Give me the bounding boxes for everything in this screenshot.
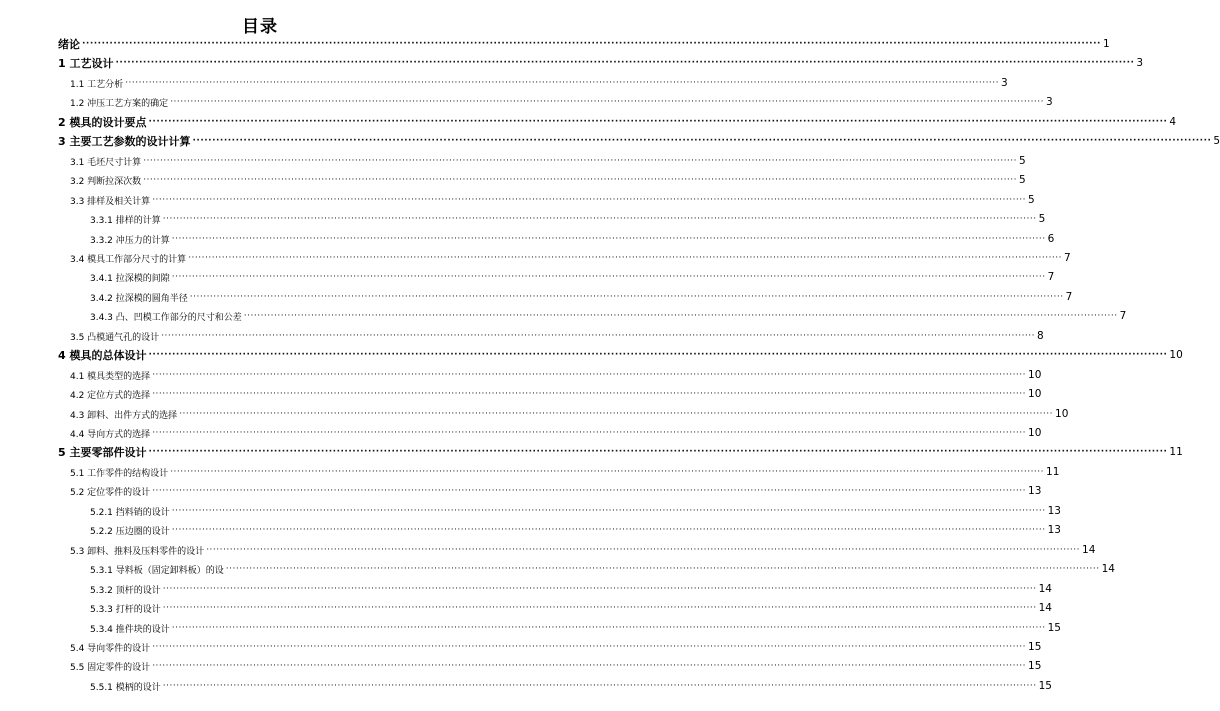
toc-leader-dots: ···································································································································································································································································· xyxy=(152,486,1027,496)
toc-entry-label: 绪论 xyxy=(58,38,80,51)
toc-entry-page: 10 xyxy=(1028,388,1042,400)
toc-entry-label: 1.2 冲压工艺方案的确定 xyxy=(70,98,169,109)
toc-leader-dots: ···································································································································································································································································· xyxy=(225,564,1100,574)
toc-entry-page: 7 xyxy=(1065,291,1073,303)
toc-entry xyxy=(70,386,1042,402)
toc-entry-label: 5.2 定位零件的设计 xyxy=(70,487,151,498)
toc-entry-page: 13 xyxy=(1047,505,1061,517)
toc-leader-dots: ···································································································································································································································································· xyxy=(115,58,1135,68)
toc-leader-dots: ···································································································································································································································································· xyxy=(170,467,1045,477)
toc-entry-page: 15 xyxy=(1038,680,1052,692)
toc-entry xyxy=(70,328,1044,344)
toc-entry xyxy=(90,620,1061,636)
toc-entry-page: 10 xyxy=(1028,369,1042,381)
toc-entry xyxy=(90,561,1115,577)
toc-entry-page: 14 xyxy=(1038,583,1052,595)
toc-entry-label: 1 工艺设计 xyxy=(58,57,114,70)
toc-leader-dots: ···································································································································································································································································· xyxy=(162,214,1037,224)
toc-entry-label: 3.3 排样及相关计算 xyxy=(70,196,151,207)
toc-leader-dots: ···································································································································································································································································· xyxy=(206,545,1081,555)
toc-entry-label: 5.3.2 顶杆的设计 xyxy=(90,585,161,596)
toc-entry-page: 11 xyxy=(1046,466,1060,478)
toc-leader-dots: ···································································································································································································································································· xyxy=(188,253,1063,263)
toc-entry-page: 5 xyxy=(1038,213,1046,225)
toc-entry-label: 1.1 工艺分析 xyxy=(70,79,124,90)
toc-entry xyxy=(58,36,1110,52)
toc-entry-page: 15 xyxy=(1028,660,1042,672)
toc-entry-page: 14 xyxy=(1101,563,1115,575)
toc-leader-dots: ···································································································································································································································································· xyxy=(148,117,1168,127)
toc-leader-dots: ···································································································································································································································································· xyxy=(162,681,1037,691)
toc-leader-dots: ···································································································································································································································································· xyxy=(171,506,1046,516)
toc-entry xyxy=(70,250,1071,266)
toc-entry-label: 5.1 工作零件的结构设计 xyxy=(70,468,169,479)
toc-entry-page: 1 xyxy=(1102,38,1110,50)
toc-entry xyxy=(70,639,1042,655)
toc-entry-label: 3.1 毛坯尺寸计算 xyxy=(70,157,142,168)
toc-leader-dots: ···································································································································································································································································· xyxy=(143,156,1018,166)
toc-entry xyxy=(90,269,1055,285)
toc-leader-dots: ···································································································································································································································································· xyxy=(162,584,1037,594)
toc-entry xyxy=(70,464,1060,480)
toc-entry xyxy=(70,406,1069,422)
toc-entry-label: 4.2 定位方式的选择 xyxy=(70,390,151,401)
toc-entry-page: 8 xyxy=(1037,330,1044,342)
toc-leader-dots: ···································································································································································································································································· xyxy=(148,350,1168,360)
toc-entry-page: 13 xyxy=(1028,485,1042,497)
toc-entry xyxy=(70,75,1008,91)
toc-entry xyxy=(90,231,1055,247)
toc-leader-dots: ···································································································································································································································································· xyxy=(148,447,1168,457)
toc-leader-dots: ···································································································································································································································································· xyxy=(192,136,1212,146)
toc-entry-label: 5 主要零部件设计 xyxy=(58,446,147,459)
toc-entry-page: 4 xyxy=(1169,116,1177,128)
toc-entry-label: 5.5.1 模柄的设计 xyxy=(90,682,161,693)
toc-entry-label: 5.3.3 打杆的设计 xyxy=(90,604,161,615)
toc-entry-page: 10 xyxy=(1028,427,1042,439)
toc-entry xyxy=(70,367,1042,383)
toc-entry-page: 13 xyxy=(1047,524,1061,536)
toc-entry-label: 3.3.2 冲压力的计算 xyxy=(90,235,170,246)
toc-entry-label: 3.2 判断拉深次数 xyxy=(70,176,142,187)
toc-entry-page: 3 xyxy=(1046,96,1053,108)
toc-entry xyxy=(70,172,1026,188)
toc-leader-dots: ···································································································································································································································································· xyxy=(125,78,1000,88)
toc-entry xyxy=(58,114,1177,130)
toc-entry-page: 15 xyxy=(1028,641,1042,653)
toc-entry-page: 3 xyxy=(1001,77,1008,89)
toc-entry-page: 11 xyxy=(1169,446,1183,458)
toc-entry xyxy=(90,211,1046,227)
toc-entry-label: 4 模具的总体设计 xyxy=(58,349,147,362)
toc-entry-label: 4.4 导向方式的选择 xyxy=(70,429,151,440)
toc-entry xyxy=(90,600,1052,616)
toc-leader-dots: ···································································································································································································································································· xyxy=(152,642,1027,652)
toc-entry xyxy=(90,503,1061,519)
toc-leader-dots: ···································································································································································································································································· xyxy=(162,603,1037,613)
toc-entry-page: 5 xyxy=(1019,174,1026,186)
toc-leader-dots: ···································································································································································································································································· xyxy=(171,272,1046,282)
toc-entry-label: 3.4.1 拉深模的间隙 xyxy=(90,273,170,284)
toc-entry xyxy=(70,153,1026,169)
toc-leader-dots: ···································································································································································································································································· xyxy=(152,195,1027,205)
toc-entry-label: 3 主要工艺参数的设计计算 xyxy=(58,135,191,148)
toc-entry-label: 3.4 模具工作部分尺寸的计算 xyxy=(70,254,187,265)
toc-leader-dots: ···································································································································································································································································· xyxy=(152,661,1027,671)
toc-entry xyxy=(58,55,1144,71)
toc-entry-label: 5.3.4 推件块的设计 xyxy=(90,624,170,635)
toc-leader-dots: ···································································································································································································································································· xyxy=(179,409,1054,419)
toc-entry xyxy=(90,581,1052,597)
toc-entry-page: 10 xyxy=(1169,349,1183,361)
toc-entry xyxy=(58,133,1220,149)
toc-entry xyxy=(90,289,1073,305)
toc-entry xyxy=(70,483,1042,499)
toc-entry-page: 7 xyxy=(1119,310,1127,322)
toc-entry-page: 15 xyxy=(1047,622,1061,634)
toc-entry-label: 2 模具的设计要点 xyxy=(58,116,147,129)
toc-entry-label: 5.2.1 挡料销的设计 xyxy=(90,507,170,518)
toc-entry-label: 5.2.2 压边圈的设计 xyxy=(90,526,170,537)
toc-entry xyxy=(70,192,1035,208)
toc-leader-dots: ···································································································································································································································································· xyxy=(189,292,1064,302)
toc-entry xyxy=(90,308,1127,324)
toc-title: 目录 xyxy=(242,17,278,37)
toc-entry xyxy=(58,444,1183,460)
toc-entry xyxy=(70,425,1042,441)
toc-entry xyxy=(90,678,1052,694)
toc-entry xyxy=(70,658,1042,674)
toc-entry-label: 5.3.1 导料板（固定卸料板）的设 xyxy=(90,565,224,576)
toc-leader-dots: ···································································································································································································································································· xyxy=(82,39,1101,49)
toc-entry-page: 5 xyxy=(1028,194,1035,206)
toc-leader-dots: ···································································································································································································································································· xyxy=(243,311,1118,321)
toc-leader-dots: ···································································································································································································································································· xyxy=(171,623,1046,633)
toc-entry-label: 4.1 模具类型的选择 xyxy=(70,371,151,382)
toc-leader-dots: ···································································································································································································································································· xyxy=(161,331,1036,341)
toc-leader-dots: ···································································································································································································································································· xyxy=(171,234,1046,244)
toc-entry-page: 7 xyxy=(1064,252,1071,264)
toc-entry-label: 3.4.2 拉深模的圆角半径 xyxy=(90,293,188,304)
toc-entry-label: 5.3 卸料、推料及压料零件的设计 xyxy=(70,546,205,557)
toc-entry-label: 3.5 凸模通气孔的设计 xyxy=(70,332,160,343)
toc-entry xyxy=(70,94,1053,110)
toc-entry xyxy=(90,522,1061,538)
toc-entry-page: 14 xyxy=(1082,544,1096,556)
toc-entry-page: 3 xyxy=(1136,57,1144,69)
toc-entry-page: 5 xyxy=(1019,155,1026,167)
toc-entry-page: 5 xyxy=(1213,135,1220,147)
toc-entry-label: 3.3.1 排样的计算 xyxy=(90,215,161,226)
toc-entry-label: 5.4 导向零件的设计 xyxy=(70,643,151,654)
toc-entry xyxy=(58,347,1183,363)
toc-entry-page: 10 xyxy=(1055,408,1069,420)
toc-leader-dots: ···································································································································································································································································· xyxy=(143,175,1018,185)
toc-leader-dots: ···································································································································································································································································· xyxy=(171,525,1046,535)
toc-entry xyxy=(70,542,1096,558)
toc-entry-label: 4.3 卸料、出件方式的选择 xyxy=(70,410,178,421)
toc-entry-page: 6 xyxy=(1047,233,1055,245)
toc-leader-dots: ···································································································································································································································································· xyxy=(152,370,1027,380)
toc-leader-dots: ···································································································································································································································································· xyxy=(152,389,1027,399)
toc-leader-dots: ···································································································································································································································································· xyxy=(170,97,1045,107)
toc-leader-dots: ···································································································································································································································································· xyxy=(152,428,1027,438)
toc-entry-page: 7 xyxy=(1047,271,1055,283)
toc-entry-page: 14 xyxy=(1038,602,1052,614)
toc-entry-label: 5.5 固定零件的设计 xyxy=(70,662,151,673)
toc-entry-label: 3.4.3 凸、凹模工作部分的尺寸和公差 xyxy=(90,312,242,323)
